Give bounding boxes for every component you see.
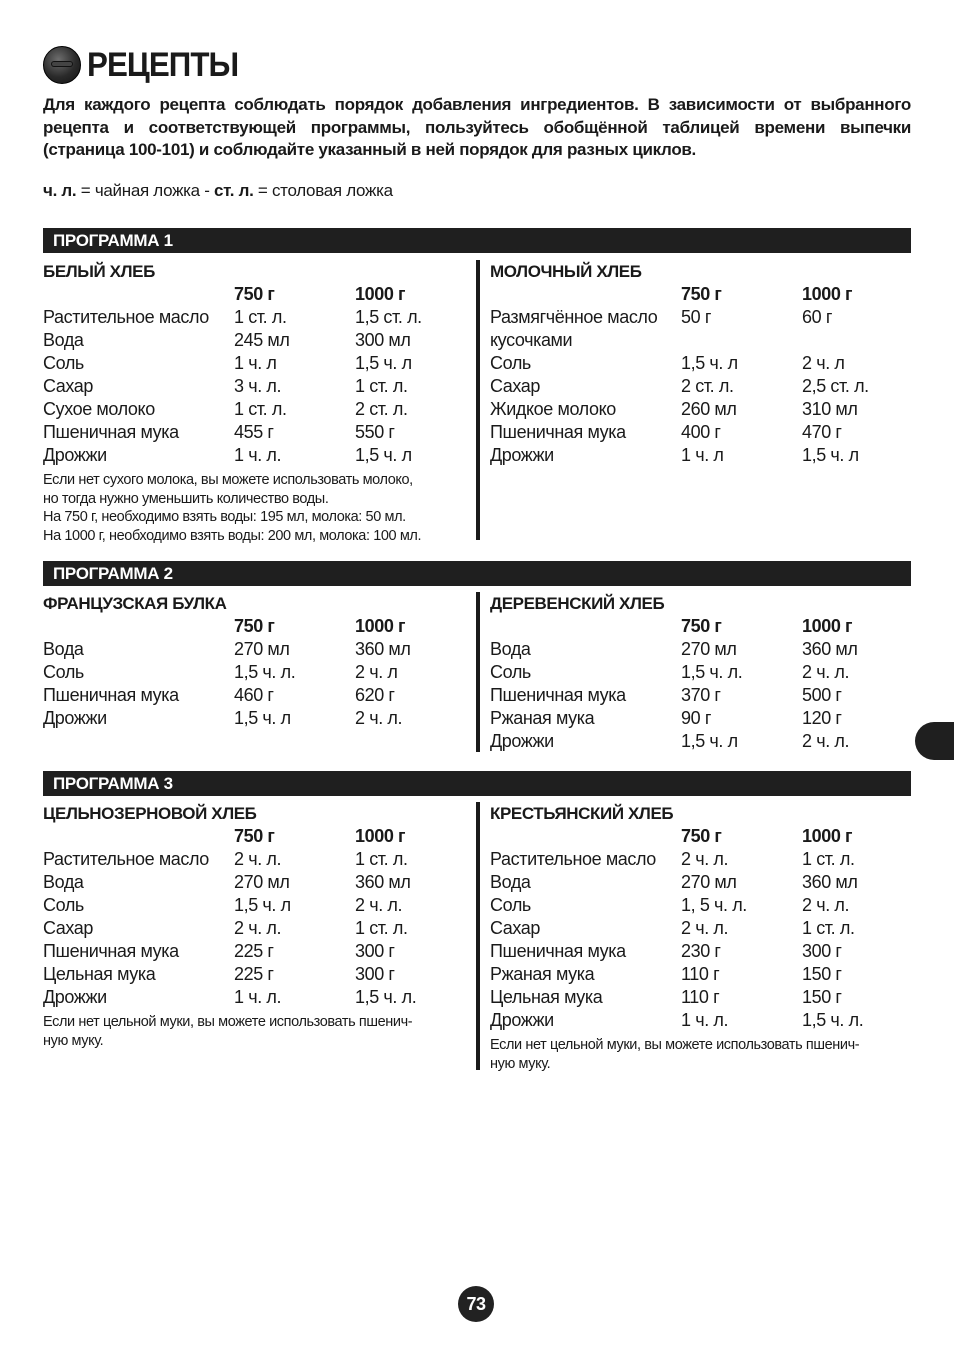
amount-1000: 2,5 ст. л. xyxy=(802,376,869,396)
ingredient-name: Вода xyxy=(490,639,531,659)
amount-750: 1,5 ч. л xyxy=(234,708,291,728)
amount-750: 455 г xyxy=(234,422,274,442)
intro-text: Для каждого рецепта соблюдать порядок добавления ингредиентов. В зависимости от выбранного рецепта и соответствующей программы, пользуйтесь обобщённой таблицей времени выпечки (страница 100-101) и соблюдайте указанный в ней порядок для разных циклов. xyxy=(43,95,911,159)
size-750-label: 750 г xyxy=(681,284,722,304)
amount-750: 1 ч. л. xyxy=(234,987,282,1007)
amount-1000: 1,5 ст. л. xyxy=(355,307,422,327)
amount-750: 400 г xyxy=(681,422,721,442)
program-3-header: ПРОГРАММА 3 xyxy=(43,771,911,796)
recipe-title: МОЛОЧНЫЙ ХЛЕБ xyxy=(490,262,642,281)
recipe-note xyxy=(43,1013,468,1050)
ingredient-name: Дрожжи xyxy=(43,445,107,465)
amount-1000: 1,5 ч. л xyxy=(355,353,412,373)
ingredient-row xyxy=(490,707,920,730)
ingredient-row xyxy=(490,684,920,707)
amount-1000: 1,5 ч. л xyxy=(802,445,859,465)
size-header-spacer xyxy=(490,283,681,306)
amount-1000: 1,5 ч. л. xyxy=(802,1010,864,1030)
amount-1000: 2 ч. л. xyxy=(802,731,850,751)
size-header-spacer xyxy=(43,825,234,848)
ingredient-name: Цельная мука xyxy=(490,987,603,1007)
ingredient-name: Пшеничная мука xyxy=(490,685,626,705)
ingredient-row xyxy=(43,421,473,444)
size-1000-label: 1000 г xyxy=(802,284,853,304)
amount-1000: 2 ч. л xyxy=(355,662,398,682)
recipe-french-loaf xyxy=(43,592,473,730)
amount-1000: 470 г xyxy=(802,422,842,442)
amount-750: 460 г xyxy=(234,685,274,705)
ingredient-name: Сахар xyxy=(490,376,541,396)
ingredient-row xyxy=(490,444,920,467)
amount-750: 2 ч. л. xyxy=(234,918,282,938)
amount-750: 245 мл xyxy=(234,330,290,350)
amount-750: 1,5 ч. л. xyxy=(234,662,296,682)
recipe-title: БЕЛЫЙ ХЛЕБ xyxy=(43,262,155,281)
amount-1000: 2 ч. л. xyxy=(355,895,403,915)
amount-1000: 620 г xyxy=(355,685,395,705)
amount-750: 1,5 ч. л. xyxy=(681,662,743,682)
size-header-row xyxy=(490,615,920,638)
ingredient-name: Вода xyxy=(43,872,84,892)
ingredient-name: Соль xyxy=(490,662,531,682)
ingredient-row xyxy=(490,1009,920,1032)
amount-750: 1 ч. л xyxy=(234,353,277,373)
amount-1000: 360 мл xyxy=(355,872,411,892)
amount-750: 1 ст. л. xyxy=(234,399,287,419)
ingredient-row xyxy=(490,940,920,963)
amount-750: 1 ст. л. xyxy=(234,307,287,327)
tsp-text: = чайная ложка - xyxy=(76,181,215,200)
note-line: ную муку. xyxy=(490,1055,551,1072)
ingredient-row xyxy=(43,963,473,986)
ingredient-row xyxy=(43,871,473,894)
amount-750: 260 мл xyxy=(681,399,737,419)
recipe-title: ЦЕЛЬНОЗЕРНОВОЙ ХЛЕБ xyxy=(43,804,257,823)
size-1000-label: 1000 г xyxy=(355,616,406,636)
ingredient-row xyxy=(490,917,920,940)
amount-1000: 1 ст. л. xyxy=(802,918,855,938)
recipe-title: ДЕРЕВЕНСКИЙ ХЛЕБ xyxy=(490,594,665,613)
ingredient-name: Соль xyxy=(43,353,84,373)
ingredient-row xyxy=(490,848,920,871)
program-2-header: ПРОГРАММА 2 xyxy=(43,561,911,586)
ingredient-name: Пшеничная мука xyxy=(43,685,179,705)
amount-750: 270 мл xyxy=(681,639,737,659)
size-header-row xyxy=(490,825,920,848)
amount-750: 1,5 ч. л xyxy=(681,353,738,373)
ingredient-row xyxy=(490,421,920,444)
amount-1000 xyxy=(802,329,912,352)
amount-1000: 2 ч. л. xyxy=(355,708,403,728)
amount-1000: 2 ч. л xyxy=(802,353,845,373)
ingredient-name: Вода xyxy=(43,639,84,659)
size-750-label: 750 г xyxy=(234,826,275,846)
amount-1000: 120 г xyxy=(802,708,842,728)
amount-1000: 360 мл xyxy=(802,872,858,892)
program-1-header: ПРОГРАММА 1 xyxy=(43,228,911,253)
ingredient-name: Пшеничная мука xyxy=(43,941,179,961)
ingredient-row xyxy=(43,329,473,352)
amount-750: 90 г xyxy=(681,708,711,728)
size-1000-label: 1000 г xyxy=(802,826,853,846)
note-line: Если нет цельной муки, вы можете использовать пшенич- xyxy=(490,1037,860,1053)
amount-1000: 300 г xyxy=(355,941,395,961)
tsp-abbr: ч. л. xyxy=(43,181,77,200)
amount-750: 270 мл xyxy=(681,872,737,892)
amount-1000: 500 г xyxy=(802,685,842,705)
amount-1000: 1 ст. л. xyxy=(802,849,855,869)
ingredient-name: Сахар xyxy=(490,918,541,938)
ingredient-name: Жидкое молоко xyxy=(490,399,616,419)
ingredient-row xyxy=(43,894,473,917)
amount-750: 1 ч. л. xyxy=(234,445,282,465)
amount-750: 2 ч. л. xyxy=(234,849,282,869)
size-1000-label: 1000 г xyxy=(355,284,406,304)
ingredient-name: Растительное масло xyxy=(43,849,209,869)
tbsp-text: = столовая ложка xyxy=(253,181,393,200)
amount-1000: 2 ч. л. xyxy=(802,895,850,915)
amount-1000: 360 мл xyxy=(802,639,858,659)
ingredient-name: Соль xyxy=(43,895,84,915)
amount-1000: 360 мл xyxy=(355,639,411,659)
abbreviation-legend xyxy=(43,180,393,202)
size-header-spacer xyxy=(490,825,681,848)
ingredient-row xyxy=(490,871,920,894)
amount-750: 1,5 ч. л xyxy=(234,895,291,915)
amount-1000: 2 ч. л. xyxy=(802,662,850,682)
amount-1000: 550 г xyxy=(355,422,395,442)
note-line: На 750 г, необходимо взять воды: 195 мл, молока: 50 мл. xyxy=(43,509,406,525)
ingredient-name: Пшеничная мука xyxy=(490,422,626,442)
recipe-title: ФРАНЦУЗСКАЯ БУЛКА xyxy=(43,594,227,613)
amount-750: 2 ч. л. xyxy=(681,918,729,938)
amount-750: 50 г xyxy=(681,307,711,327)
recipe-note xyxy=(43,471,468,545)
ingredient-name: Сахар xyxy=(43,376,94,396)
ingredient-row xyxy=(490,986,920,1009)
ingredient-row xyxy=(490,661,920,684)
ingredient-row xyxy=(490,375,920,398)
ingredient-row xyxy=(43,444,473,467)
ingredient-row xyxy=(43,352,473,375)
recipe-note xyxy=(490,1036,915,1073)
ingredient-row xyxy=(43,398,473,421)
size-header-row xyxy=(43,825,473,848)
amount-1000: 1 ст. л. xyxy=(355,918,408,938)
ingredient-name: Дрожжи xyxy=(43,708,107,728)
amount-1000: 1,5 ч. л. xyxy=(355,987,417,1007)
bread-maker-icon xyxy=(43,46,81,84)
ingredient-name: Сухое молоко xyxy=(43,399,155,419)
amount-750: 1,5 ч. л xyxy=(681,731,738,751)
size-750-label: 750 г xyxy=(234,284,275,304)
size-header-row xyxy=(490,283,920,306)
amount-1000: 60 г xyxy=(802,307,832,327)
ingredient-name: Соль xyxy=(43,662,84,682)
size-header-spacer xyxy=(43,615,234,638)
amount-750: 110 г xyxy=(681,987,720,1007)
ingredient-name: Дрожжи xyxy=(43,987,107,1007)
size-1000-label: 1000 г xyxy=(802,616,853,636)
ingredient-row xyxy=(43,638,473,661)
ingredient-name: Вода xyxy=(490,872,531,892)
ingredient-row xyxy=(43,684,473,707)
ingredient-name: Вода xyxy=(43,330,84,350)
amount-1000: 150 г xyxy=(802,987,842,1007)
ingredient-row xyxy=(490,352,920,375)
amount-1000: 2 ст. л. xyxy=(355,399,408,419)
amount-750: 270 мл xyxy=(234,639,290,659)
page-header xyxy=(43,44,251,86)
amount-750: 225 г xyxy=(234,941,274,961)
ingredient-row xyxy=(490,329,920,352)
ingredient-name: Соль xyxy=(490,895,531,915)
recipe-milk-bread xyxy=(476,260,920,540)
note-line: ную муку. xyxy=(43,1032,104,1049)
ingredient-name: Пшеничная мука xyxy=(490,941,626,961)
ingredient-name: Цельная мука xyxy=(43,964,156,984)
amount-750: 1 ч. л. xyxy=(681,1010,729,1030)
ingredient-name: Растительное масло xyxy=(490,849,656,869)
ingredient-name: Ржаная мука xyxy=(490,708,595,728)
ingredient-row xyxy=(43,707,473,730)
amount-750: 1, 5 ч. л. xyxy=(681,895,747,915)
note-line: На 1000 г, необходимо взять воды: 200 мл, молока: 100 мл. xyxy=(43,527,422,544)
ingredient-name: Дрожжи xyxy=(490,445,554,465)
page-number: 73 xyxy=(458,1286,494,1322)
ingredient-name: Дрожжи xyxy=(490,1010,554,1030)
ingredient-name: Ржаная мука xyxy=(490,964,595,984)
ingredient-row xyxy=(490,306,920,329)
ingredient-row xyxy=(43,306,473,329)
amount-750: 1 ч. л xyxy=(681,445,724,465)
amount-750: 230 г xyxy=(681,941,721,961)
note-line: Если нет цельной муки, вы можете использовать пшенич- xyxy=(43,1014,413,1030)
ingredient-row xyxy=(490,894,920,917)
section-tab-marker xyxy=(915,722,954,760)
amount-1000: 1 ст. л. xyxy=(355,376,408,396)
recipe-country-bread xyxy=(476,592,920,752)
tbsp-abbr: ст. л. xyxy=(214,181,254,200)
amount-750: 2 ч. л. xyxy=(681,849,729,869)
size-header-row xyxy=(43,615,473,638)
recipe-white-bread xyxy=(43,260,473,545)
amount-750: 2 ст. л. xyxy=(681,376,734,396)
ingredient-row xyxy=(490,638,920,661)
ingredient-row xyxy=(43,375,473,398)
size-750-label: 750 г xyxy=(681,826,722,846)
ingredient-name: Растительное масло xyxy=(43,307,209,327)
note-line: но тогда нужно уменьшить количество воды. xyxy=(43,490,329,507)
ingredient-row xyxy=(43,940,473,963)
amount-750: 3 ч. л. xyxy=(234,376,282,396)
amount-1000: 300 г xyxy=(355,964,395,984)
amount-750: 370 г xyxy=(681,685,721,705)
ingredient-row xyxy=(490,730,920,753)
size-1000-label: 1000 г xyxy=(355,826,406,846)
amount-1000: 1,5 ч. л xyxy=(355,445,412,465)
ingredient-name: Дрожжи xyxy=(490,731,554,751)
ingredient-name: кусочками xyxy=(490,330,573,350)
size-750-label: 750 г xyxy=(681,616,722,636)
ingredient-row xyxy=(43,661,473,684)
size-750-label: 750 г xyxy=(234,616,275,636)
ingredient-row xyxy=(43,917,473,940)
recipe-title: КРЕСТЬЯНСКИЙ ХЛЕБ xyxy=(490,804,674,823)
amount-750 xyxy=(681,329,802,352)
size-header-row xyxy=(43,283,473,306)
ingredient-row xyxy=(43,848,473,871)
ingredient-name: Сахар xyxy=(43,918,94,938)
amount-1000: 150 г xyxy=(802,964,842,984)
ingredient-row xyxy=(490,963,920,986)
ingredient-row xyxy=(43,986,473,1009)
amount-1000: 300 г xyxy=(802,941,842,961)
ingredient-name: Размягчённое масло xyxy=(490,307,658,327)
amount-750: 270 мл xyxy=(234,872,290,892)
recipe-wholegrain-bread xyxy=(43,802,473,1050)
amount-1000: 1 ст. л. xyxy=(355,849,408,869)
page-title: РЕЦЕПТЫ xyxy=(87,45,239,84)
amount-750: 110 г xyxy=(681,964,720,984)
ingredient-row xyxy=(490,398,920,421)
amount-1000: 310 мл xyxy=(802,399,858,419)
amount-1000: 300 мл xyxy=(355,330,411,350)
amount-750: 225 г xyxy=(234,964,274,984)
ingredient-name: Пшеничная мука xyxy=(43,422,179,442)
note-line: Если нет сухого молока, вы можете использовать молоко, xyxy=(43,472,413,488)
size-header-spacer xyxy=(43,283,234,306)
recipe-peasant-bread xyxy=(476,802,920,1070)
ingredient-name: Соль xyxy=(490,353,531,373)
size-header-spacer xyxy=(490,615,681,638)
